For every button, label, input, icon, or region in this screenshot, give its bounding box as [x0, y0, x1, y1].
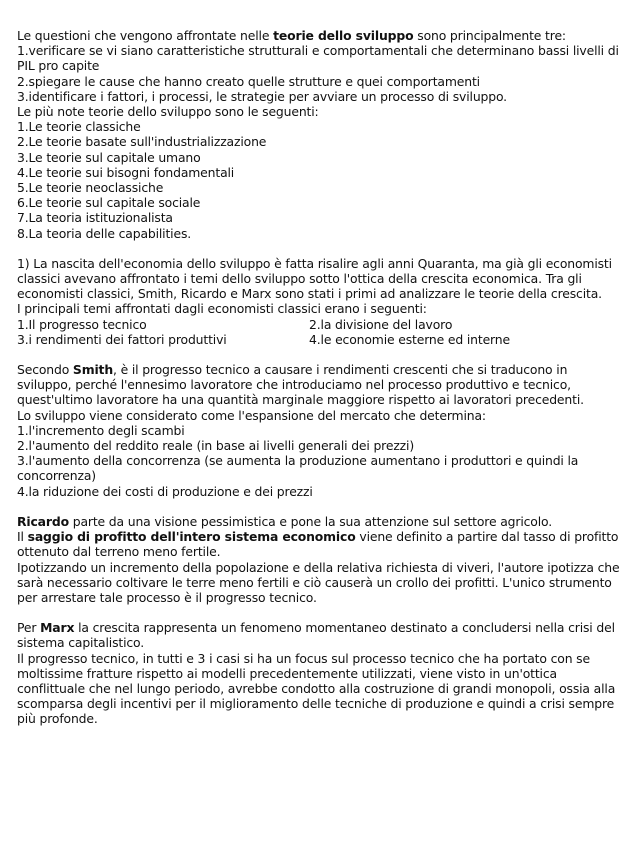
market-item: 2.l'aumento del reddito reale (in base ai livelli generali dei prezzi) — [17, 438, 415, 454]
theories-intro: Le più note teorie dello sviluppo sono le seguenti: — [17, 104, 319, 120]
profit-rate-text: Il — [17, 529, 28, 545]
theory-item: 6.Le teorie sul capitale sociale — [17, 195, 201, 211]
market-item: 4.la riduzione dei costi di produzione e dei prezzi — [17, 483, 313, 499]
intro-text-end: sono principalmente tre: — [413, 28, 566, 43]
topics-row — [17, 317, 622, 332]
marx-text: Per — [17, 620, 41, 636]
section1-paragraph: 1) La nascita dell'economia dello sviluppo è fatta risalire agli anni Quaranta, ma già gli economisti classici avevano affrontato i temi dello sviluppo sotto l'ottica della crescita economica. Tra gli economisti classici, Smith, Ricardo e Marx sono stati i primi ad analizzare le teorie della crescita. — [17, 255, 612, 302]
spacer — [17, 347, 622, 362]
spacer — [17, 605, 622, 620]
intro-text: Le questioni che vengono affrontate nelle — [17, 28, 274, 43]
market-item: 3.l'aumento della concorrenza (se aumenta la produzione aumentano i produttori e quindi la concorrenza) — [17, 453, 579, 484]
document-page — [17, 28, 622, 727]
profit-rate-term: saggio di profitto dell'intero sistema economico — [27, 529, 356, 545]
theory-item: 4.Le teorie sui bisogni fondamentali — [17, 164, 235, 180]
marx-text-end: la crescita rappresenta un fenomeno momentaneo destinato a concludersi nella crisi del sistema capitalistico. — [17, 620, 615, 651]
topic-item: 4.le economie esterne ed interne — [309, 331, 510, 347]
smith-text: Secondo — [17, 362, 73, 378]
intro-paragraph — [17, 28, 622, 43]
smith-name: Smith — [72, 362, 113, 378]
theory-item: 3.Le teorie sul capitale umano — [17, 149, 201, 165]
intro-bold-term: teorie dello sviluppo — [273, 28, 414, 43]
theory-item: 7.La teoria istituzionalista — [17, 210, 173, 226]
hypothesis-paragraph: Ipotizzando un incremento della popolazione e della relativa richiesta di viveri, l'autore ipotizza che sarà necessario coltivare le terre meno fertili e ciò causerà un crollo dei profitti. L'unico strumento per arrestare tale processo è il progresso tecnico. — [17, 559, 620, 605]
progress-paragraph: Il progresso tecnico, in tutti e 3 i casi si ha un focus sul processo tecnico che ha portato con se moltissime fratture rispetto ai modelli precedentemente utilizzati, viene visto in un'ottica conflittuale che nel lungo periodo, avrebbe condotto alla costruzione di grandi monopoli, ossia alla scomparsa degli incentivi per il miglioramento delle tecniche di produzione e quindi a crisi sempre più profonde. — [17, 650, 616, 727]
topic-item: 1.Il progresso tecnico — [17, 316, 147, 332]
ricardo-text: parte da una visione pessimistica e pone la sua attenzione sul settore agricolo. — [68, 513, 553, 529]
topics-intro: I principali temi affrontati dagli economisti classici erano i seguenti: — [17, 301, 427, 317]
smith-paragraph — [17, 362, 622, 408]
question-item: 1.verificare se vi siano caratteristiche strutturali e comportamentali che determinano bassi livelli di PIL pro capite — [17, 43, 619, 74]
spacer — [17, 241, 622, 256]
market-intro: Lo sviluppo viene considerato come l'espansione del mercato che determina: — [17, 407, 486, 423]
question-item: 2.spiegare le cause che hanno creato quelle strutture e quei comportamenti — [17, 73, 480, 89]
ricardo-paragraph — [17, 514, 622, 529]
marx-paragraph — [17, 620, 622, 650]
spacer — [17, 499, 622, 514]
theory-item: 2.Le teorie basate sull'industrializzazione — [17, 134, 267, 150]
theory-item: 1.Le teorie classiche — [17, 119, 141, 135]
marx-name: Marx — [40, 620, 75, 636]
profit-rate-paragraph — [17, 529, 622, 559]
topic-item: 3.i rendimenti dei fattori produttivi — [17, 331, 227, 347]
question-item: 3.identificare i fattori, i processi, le strategie per avviare un processo di sviluppo. — [17, 88, 507, 104]
ricardo-name: Ricardo — [17, 513, 69, 529]
theory-item: 8.La teoria delle capabilities. — [17, 225, 192, 241]
market-item: 1.l'incremento degli scambi — [17, 422, 185, 438]
topics-row — [17, 332, 622, 347]
profit-rate-text-end: viene definito a partire dal tasso di profitto ottenuto dal terreno meno fertile. — [17, 529, 619, 560]
theory-item: 5.Le teorie neoclassiche — [17, 180, 164, 196]
topic-item: 2.la divisione del lavoro — [309, 316, 453, 332]
smith-text-end: , è il progresso tecnico a causare i rendimenti crescenti che si traducono in sviluppo, perché l'ennesimo lavoratore che introduciamo nel processo produttivo e tecnico, quest'ultimo lavoratore ha una quantità marginale maggiore rispetto ai lavoratori precedenti. — [17, 362, 584, 408]
